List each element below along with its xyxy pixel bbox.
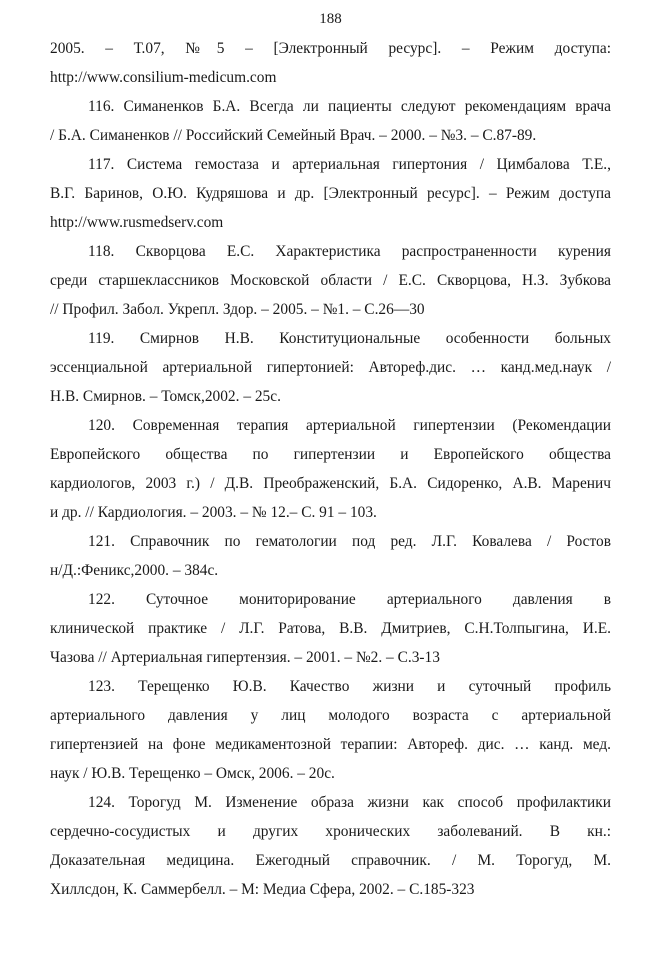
reference-text: среди старшеклассников Московской области / Е.С. Скворцова, Н.З. Зубкова	[50, 272, 611, 289]
reference-entry	[50, 672, 611, 788]
reference-text: Современная терапия артериальной гипертензии (Рекомендации	[132, 417, 611, 434]
reference-line	[50, 179, 611, 208]
reference-text: Н.В. Смирнов. – Томск,2002. – 25с.	[50, 388, 281, 405]
reference-line	[50, 208, 611, 237]
reference-number: 124.	[88, 794, 129, 811]
reference-line	[50, 34, 611, 63]
reference-text: эссенциальной артериальной гипертонией: Автореф.дис. … канд.мед.наук /	[50, 359, 611, 376]
reference-entry	[50, 788, 611, 904]
reference-text: http://www.rusmedserv.com	[50, 214, 224, 231]
reference-text: / Б.А. Симаненков // Российский Семейный Врач. – 2000. – №3. – С.87-89.	[50, 127, 537, 144]
reference-entry	[50, 237, 611, 324]
reference-text: наук / Ю.В. Терещенко – Омск, 2006. – 20с.	[50, 765, 335, 782]
reference-text: Доказательная медицина. Ежегодный справочник. / М. Торогуд, М.	[50, 852, 611, 869]
reference-text: и др. // Кардиология. – 2003. – № 12.– С. 91 – 103.	[50, 504, 377, 521]
reference-line	[50, 498, 611, 527]
reference-entry	[50, 411, 611, 527]
reference-line	[50, 759, 611, 788]
reference-line	[50, 237, 611, 266]
page-number: 188	[319, 11, 342, 27]
reference-text: http://www.consilium-medicum.com	[50, 69, 277, 86]
reference-number: 116.	[88, 98, 124, 115]
reference-number: 123.	[88, 678, 139, 695]
reference-line	[50, 382, 611, 411]
reference-text: Смирнов Н.В. Конституциональные особенности больных	[139, 330, 611, 347]
reference-text: Симаненков Б.А. Всегда ли пациенты следуют рекомендациям врача	[123, 98, 611, 115]
reference-line	[50, 411, 611, 440]
reference-line	[50, 556, 611, 585]
reference-line	[50, 875, 611, 904]
reference-line	[50, 527, 611, 556]
reference-number: 121.	[88, 533, 131, 550]
reference-text: артериального давления у лиц молодого возраста с артериальной	[50, 707, 611, 724]
reference-text: Терещенко Ю.В. Качество жизни и суточный профиль	[138, 678, 611, 695]
reference-text: Скворцова Е.С. Характеристика распространенности курения	[135, 243, 611, 260]
reference-text: гипертензией на фоне медикаментозной терапии: Автореф. дис. … канд. мед.	[50, 736, 611, 753]
reference-text: // Профил. Забол. Укрепл. Здор. – 2005. – №1. – С.26—30	[50, 301, 425, 318]
reference-entry	[50, 585, 611, 672]
reference-text: Система гемостаза и артериальная гипертония / Цимбалова Т.Е.,	[126, 156, 611, 173]
reference-line	[50, 701, 611, 730]
reference-text: Справочник по гематологии под ред. Л.Г. Ковалева / Ростов	[130, 533, 611, 550]
reference-line	[50, 672, 611, 701]
reference-text: Хиллсдон, К. Саммербелл. – М: Медиа Сфера, 2002. – С.185-323	[50, 881, 475, 898]
reference-number: 120.	[88, 417, 133, 434]
reference-text: сердечно-сосудистых и других хронических заболеваний. В кн.:	[50, 823, 611, 840]
reference-line	[50, 585, 611, 614]
reference-entry	[50, 324, 611, 411]
reference-number: 117.	[88, 156, 127, 173]
reference-text: Европейского общества по гипертензии и Европейского общества	[50, 446, 611, 463]
reference-line	[50, 614, 611, 643]
reference-line	[50, 92, 611, 121]
reference-text: Торогуд М. Изменение образа жизни как способ профилактики	[128, 794, 611, 811]
reference-line	[50, 266, 611, 295]
reference-entry	[50, 92, 611, 150]
reference-line	[50, 324, 611, 353]
reference-line	[50, 440, 611, 469]
reference-line	[50, 817, 611, 846]
reference-text: кардиологов, 2003 г.) / Д.В. Преображенский, Б.А. Сидоренко, А.В. Маренич	[50, 475, 611, 492]
reference-line	[50, 469, 611, 498]
reference-text: 2005. – Т.07, №5 – [Электронный ресурс]. – Режим доступа:	[50, 40, 611, 57]
reference-list	[50, 34, 611, 904]
reference-number: 122.	[88, 591, 146, 608]
reference-entry	[50, 527, 611, 585]
reference-line	[50, 788, 611, 817]
reference-text: клинической практике / Л.Г. Ратова, В.В. Дмитриев, С.Н.Толпыгина, И.Е.	[50, 620, 611, 637]
reference-text: В.Г. Баринов, О.Ю. Кудряшова и др. [Электронный ресурс]. – Режим доступа	[50, 185, 611, 202]
reference-number: 119.	[88, 330, 140, 347]
reference-line	[50, 150, 611, 179]
reference-line	[50, 730, 611, 759]
reference-line	[50, 353, 611, 382]
reference-line	[50, 121, 611, 150]
reference-text: Чазова // Артериальная гипертензия. – 2001. – №2. – С.3-13	[50, 649, 440, 666]
reference-entry	[50, 150, 611, 237]
reference-entry	[50, 34, 611, 92]
reference-text: н/Д.:Феникс,2000. – 384с.	[50, 562, 219, 579]
reference-line	[50, 846, 611, 875]
reference-line	[50, 295, 611, 324]
reference-line	[50, 63, 611, 92]
reference-line	[50, 643, 611, 672]
reference-text: Суточное мониторирование артериального давления в	[145, 591, 611, 608]
reference-number: 118.	[88, 243, 136, 260]
